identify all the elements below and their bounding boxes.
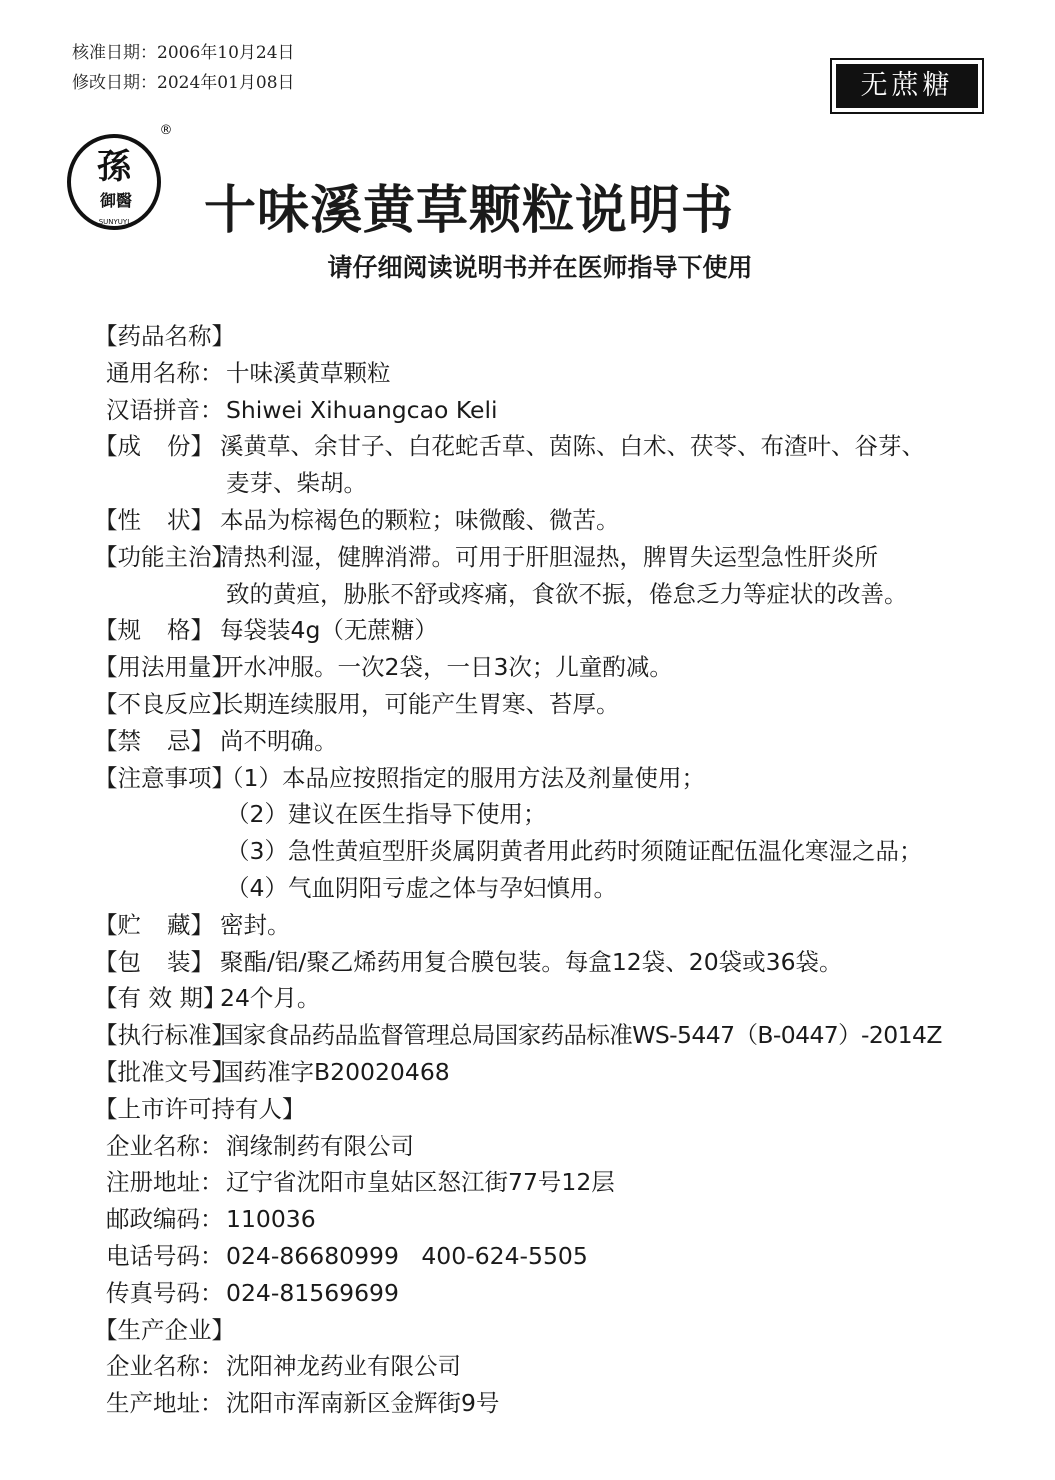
logo-english: SUNYUYI bbox=[98, 218, 130, 226]
field-value: 开水冲服。一次2袋，一日3次；儿童酌减。 bbox=[220, 653, 673, 682]
section-drug-name bbox=[94, 318, 1014, 355]
field-label bbox=[94, 723, 220, 760]
contraindications-row bbox=[94, 723, 1014, 760]
mah-address-row bbox=[94, 1164, 1014, 1201]
label-part: 【贮 bbox=[94, 910, 141, 939]
field-value: 润缘制药有限公司 bbox=[226, 1131, 414, 1160]
mah-phone-row bbox=[94, 1238, 1014, 1275]
sugar-free-badge bbox=[830, 58, 984, 114]
mah-postcode-row bbox=[94, 1201, 1014, 1238]
standard-row bbox=[94, 1017, 1014, 1054]
field-label bbox=[94, 944, 220, 981]
field-label bbox=[94, 428, 220, 465]
field-label: 【功能主治】 bbox=[94, 542, 235, 571]
label-part: 装】 bbox=[167, 947, 214, 976]
pinyin-row bbox=[94, 392, 1014, 429]
field-label: 通用名称： bbox=[106, 358, 224, 387]
package-row bbox=[94, 944, 1014, 981]
field-value: 国家食品药品监督管理总局国家药品标准WS-5447（B-0447）-2014Z bbox=[220, 1021, 942, 1050]
field-value: 辽宁省沈阳市皇姑区怒江街77号12层 bbox=[226, 1168, 615, 1197]
indications-row bbox=[94, 539, 1014, 576]
section-label: 【药品名称】 bbox=[94, 322, 235, 350]
specification-row bbox=[94, 612, 1014, 649]
field-label: 【不良反应】 bbox=[94, 689, 235, 718]
label-part: 份】 bbox=[167, 432, 214, 461]
field-value: 国药准字B20020468 bbox=[220, 1057, 450, 1086]
field-value: 清热利湿，健脾消滞。可用于肝胆湿热，脾胃失运型急性肝炎所 bbox=[220, 542, 878, 571]
field-label bbox=[94, 502, 220, 539]
field-value: 十味溪黄草颗粒 bbox=[226, 358, 391, 387]
label-part: 格】 bbox=[167, 616, 214, 645]
insert-content bbox=[94, 318, 1014, 1422]
section-manufacturer bbox=[94, 1312, 1014, 1349]
dates-block bbox=[72, 38, 295, 98]
label-part: 【包 bbox=[94, 947, 141, 976]
field-value: 溪黄草、余甘子、白花蛇舌草、茵陈、白术、茯苓、布渣叶、谷芽、 bbox=[220, 432, 925, 461]
field-label: 企业名称： bbox=[106, 1352, 224, 1381]
precautions-row bbox=[94, 760, 1014, 797]
ingredients-row bbox=[94, 428, 1014, 465]
mah-company-row bbox=[94, 1128, 1014, 1165]
field-value: 沈阳市浑南新区金辉街9号 bbox=[226, 1389, 500, 1418]
field-label: 邮政编码： bbox=[106, 1205, 224, 1234]
field-value: 本品为棕褐色的颗粒；味微酸、微苦。 bbox=[220, 505, 620, 534]
expiry-row bbox=[94, 980, 1014, 1017]
field-value: 024-81569699 bbox=[226, 1278, 399, 1307]
generic-name-row bbox=[94, 355, 1014, 392]
revision-date: 修改日期：2024年01月08日 bbox=[72, 73, 295, 93]
approval-date: 核准日期：2006年10月24日 bbox=[72, 43, 295, 63]
field-value: 024-86680999 400-624-5505 bbox=[226, 1241, 588, 1270]
label-part: 【成 bbox=[94, 432, 141, 461]
field-label: 【用法用量】 bbox=[94, 653, 235, 682]
field-value: 每袋装4g（无蔗糖） bbox=[220, 616, 438, 645]
brand-logo bbox=[62, 120, 174, 232]
label-part: 忌】 bbox=[167, 726, 214, 755]
precaution-item: （4）气血阴阳亏虚之体与孕妇慎用。 bbox=[226, 873, 617, 902]
field-label: 企业名称： bbox=[106, 1131, 224, 1160]
page-title: 十味溪黄草颗粒说明书 bbox=[204, 181, 735, 241]
page-subtitle: 请仔细阅读说明书并在医师指导下使用 bbox=[327, 253, 753, 282]
field-label: 【注意事项】 bbox=[94, 763, 235, 792]
field-label: 生产地址： bbox=[106, 1389, 224, 1418]
adverse-row bbox=[94, 686, 1014, 723]
logo-main-char: 孫 bbox=[97, 147, 131, 187]
field-value: 110036 bbox=[226, 1205, 316, 1234]
dosage-row bbox=[94, 649, 1014, 686]
manufacturer-company-row bbox=[94, 1348, 1014, 1385]
field-label bbox=[94, 907, 220, 944]
precaution-item: （1）本品应按照指定的服用方法及剂量使用； bbox=[220, 763, 705, 792]
section-mah bbox=[94, 1091, 1014, 1128]
section-label: 【生产企业】 bbox=[94, 1315, 235, 1344]
section-label: 【上市许可持有人】 bbox=[94, 1094, 306, 1123]
logo-sub-chars: 御醫 bbox=[99, 191, 133, 210]
field-value: Shiwei Xihuangcao Keli bbox=[226, 395, 498, 424]
field-label: 【有 效 期】 bbox=[94, 984, 227, 1013]
field-value: 沈阳神龙药业有限公司 bbox=[226, 1352, 461, 1381]
field-label bbox=[94, 612, 220, 649]
field-label: 注册地址： bbox=[106, 1168, 224, 1197]
field-value: 长期连续服用，可能产生胃寒、苔厚。 bbox=[220, 689, 620, 718]
label-part: 【规 bbox=[94, 616, 141, 645]
field-label: 电话号码： bbox=[106, 1241, 224, 1270]
field-label: 【执行标准】 bbox=[94, 1021, 235, 1050]
precaution-item: （2）建议在医生指导下使用； bbox=[226, 800, 547, 829]
sugar-free-badge-text: 无蔗糖 bbox=[836, 64, 978, 108]
field-value: 密封。 bbox=[220, 910, 291, 939]
precaution-item: （3）急性黄疸型肝炎属阴黄者用此药时须随证配伍温化寒湿之品； bbox=[226, 837, 923, 866]
label-part: 状】 bbox=[167, 505, 214, 534]
approval-number-row bbox=[94, 1054, 1014, 1091]
description-row bbox=[94, 502, 1014, 539]
manufacturer-address-row bbox=[94, 1385, 1014, 1422]
registered-mark-icon: ® bbox=[159, 123, 173, 138]
field-label: 汉语拼音： bbox=[106, 395, 224, 424]
ingredients-continuation: 麦芽、柴胡。 bbox=[226, 469, 367, 498]
field-value: 聚酯/铝/聚乙烯药用复合膜包装。每盒12袋、20袋或36袋。 bbox=[220, 947, 843, 976]
field-label: 传真号码： bbox=[106, 1278, 224, 1307]
label-part: 藏】 bbox=[167, 910, 214, 939]
label-part: 【禁 bbox=[94, 726, 141, 755]
field-value: 尚不明确。 bbox=[220, 726, 338, 755]
storage-row bbox=[94, 907, 1014, 944]
label-part: 【性 bbox=[94, 505, 141, 534]
field-value: 24个月。 bbox=[220, 984, 321, 1013]
field-label: 【批准文号】 bbox=[94, 1057, 235, 1086]
indications-continuation: 致的黄疸，胁胀不舒或疼痛，食欲不振，倦怠乏力等症状的改善。 bbox=[226, 579, 908, 608]
mah-fax-row bbox=[94, 1275, 1014, 1312]
